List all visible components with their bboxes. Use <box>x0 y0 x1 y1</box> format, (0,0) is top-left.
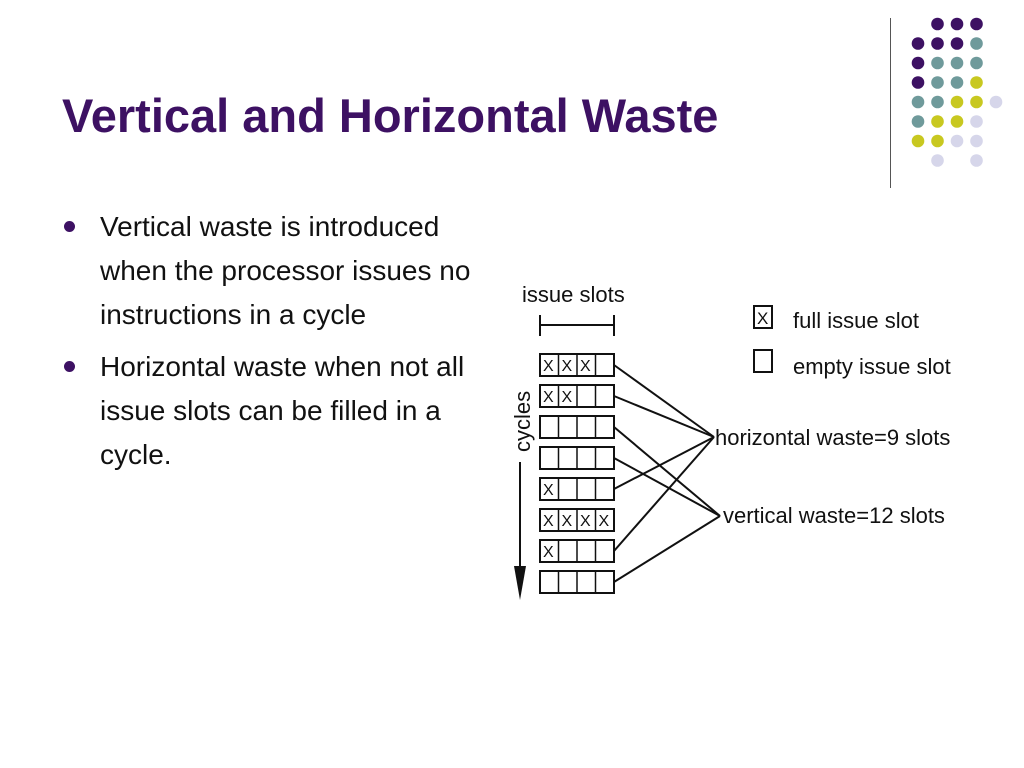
full-slot-mark: X <box>561 513 573 530</box>
full-slot-mark: X <box>580 358 591 375</box>
full-slot-mark: X <box>543 513 554 530</box>
decorative-dot <box>970 135 983 148</box>
legend-empty-box <box>754 350 772 372</box>
slot-grid <box>540 354 614 593</box>
full-slot-mark: X <box>543 358 554 375</box>
bullet-marker <box>64 361 75 372</box>
decorative-dot <box>970 154 983 167</box>
decorative-dot <box>951 96 964 109</box>
cycles-arrow-head <box>514 566 526 600</box>
decorative-dot <box>931 115 944 128</box>
decorative-dot <box>912 76 925 89</box>
full-slot-mark: X <box>580 513 591 530</box>
decorative-dot <box>970 37 983 50</box>
bullet-marker <box>64 221 75 232</box>
bullet-horizontal-waste <box>64 345 484 477</box>
decorative-dot-grid <box>0 0 1024 200</box>
decorative-dot <box>931 154 944 167</box>
horizontal-waste-label: horizontal waste=9 slots <box>715 425 951 450</box>
full-slot-mark: X <box>561 389 573 406</box>
decorative-dot <box>912 96 925 109</box>
bullet-vertical-waste <box>64 205 484 337</box>
horizontal-waste-connector <box>614 437 714 551</box>
decorative-dot <box>951 57 964 70</box>
full-slot-mark: X <box>543 389 554 406</box>
decorative-dot <box>931 96 944 109</box>
vertical-waste-connector <box>614 458 720 516</box>
bullet-text: Vertical waste is introduced when the processor issues no instructions in a cycle <box>100 211 471 330</box>
decorative-dot <box>951 76 964 89</box>
decorative-dot <box>970 18 983 31</box>
legend-full-mark: X <box>757 309 769 328</box>
decorative-dot <box>931 18 944 31</box>
full-slot-mark: X <box>543 482 554 499</box>
full-slot-mark: X <box>543 544 554 561</box>
decorative-dot <box>990 96 1003 109</box>
connector-lines <box>614 365 720 582</box>
horizontal-waste-connector <box>614 437 714 489</box>
decorative-dot <box>931 57 944 70</box>
decorative-dot <box>951 37 964 50</box>
decorative-dot <box>951 135 964 148</box>
decorative-dot <box>931 76 944 89</box>
full-slot-mark: X <box>598 513 610 530</box>
issue-slots-label: issue slots <box>522 282 625 307</box>
decorative-dot <box>970 96 983 109</box>
legend-full-label: full issue slot <box>793 308 919 333</box>
decorative-dot <box>912 57 925 70</box>
decorative-dot <box>970 76 983 89</box>
bullet-list <box>64 205 484 485</box>
slide-title: Vertical and Horizontal Waste <box>62 89 719 142</box>
decorative-dot <box>931 37 944 50</box>
vertical-waste-label: vertical waste=12 slots <box>723 503 945 528</box>
decorative-dot <box>912 37 925 50</box>
bullet-text: Horizontal waste when not all issue slots can be filled in a cycle. <box>100 351 465 470</box>
decorative-dot <box>912 135 925 148</box>
decorative-dot <box>931 135 944 148</box>
vertical-waste-connector <box>614 427 720 516</box>
vertical-waste-connector <box>614 516 720 582</box>
decorative-dot <box>970 115 983 128</box>
full-slot-mark: X <box>561 358 573 375</box>
legend-empty-label: empty issue slot <box>793 354 951 379</box>
issue-slot-diagram <box>500 270 1000 610</box>
decorative-dot <box>912 115 925 128</box>
decorative-dot <box>970 57 983 70</box>
cycles-label: cycles <box>510 390 535 452</box>
decorative-dot <box>951 115 964 128</box>
decorative-dot <box>951 18 964 31</box>
horizontal-waste-connector <box>614 365 714 437</box>
